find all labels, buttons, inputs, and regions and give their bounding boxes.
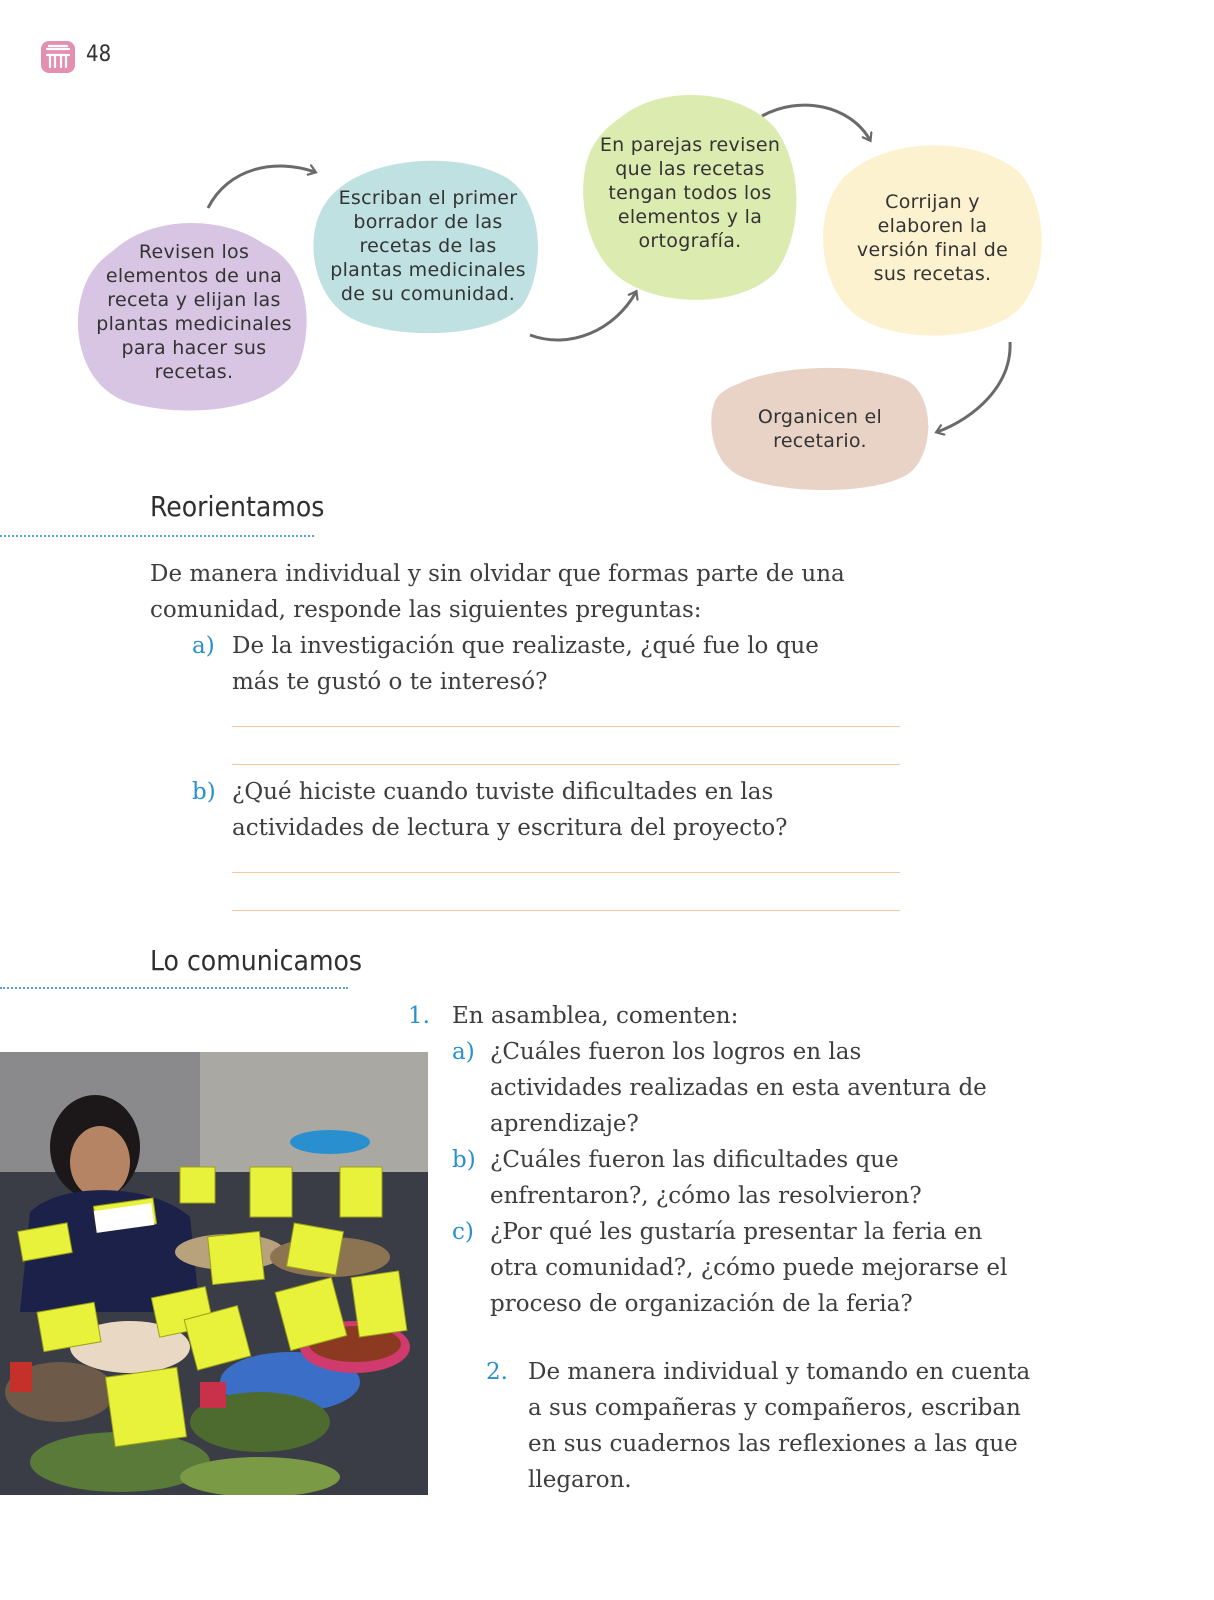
sub-marker: b) bbox=[452, 1147, 476, 1173]
item-1 bbox=[408, 998, 1048, 1034]
question-marker: b) bbox=[192, 779, 216, 805]
market-photo bbox=[0, 1052, 428, 1495]
section-title-lo-comunicamos: Lo comunicamos bbox=[150, 944, 363, 977]
item-text: De manera individual y tomando en cuenta a sus compañeras y compañeros, escriban en sus cuadernos las reflexiones a las que llegaron. bbox=[528, 1359, 1031, 1493]
step-1-text: Revisen los elementos de una receta y elijan las plantas medicinales para hacer sus recetas. bbox=[96, 241, 292, 383]
section-divider bbox=[0, 535, 314, 537]
question-a bbox=[192, 628, 892, 700]
answer-line[interactable] bbox=[232, 726, 900, 727]
item-marker: 2. bbox=[486, 1359, 508, 1385]
question-text: De la investigación que realizaste, ¿qué fue lo que más te gustó o te interesó? bbox=[232, 633, 819, 695]
item-1-sub-c bbox=[452, 1214, 1032, 1322]
step-2-text: Escriban el primer borrador de las recetas de las plantas medicinales de su comunidad. bbox=[330, 187, 526, 305]
reorientamos-intro: De manera individual y sin olvidar que formas parte de una comunidad, responde las siguientes preguntas: bbox=[150, 561, 845, 623]
answer-line[interactable] bbox=[232, 910, 900, 911]
item-marker: 1. bbox=[408, 1003, 430, 1029]
question-b bbox=[192, 774, 892, 846]
question-text: ¿Qué hiciste cuando tuviste dificultades en las actividades de lectura y escritura del proyecto? bbox=[232, 779, 788, 841]
item-2 bbox=[486, 1354, 1046, 1498]
sub-marker: a) bbox=[452, 1039, 475, 1065]
answer-line[interactable] bbox=[232, 764, 900, 765]
step-3-text: En parejas revisen que las recetas tengan todos los elementos y la ortografía. bbox=[599, 134, 781, 252]
sub-text: ¿Por qué les gustaría presentar la feria en otra comunidad?, ¿cómo puede mejorarse el proceso de organización de la feria? bbox=[490, 1219, 1008, 1317]
section-title-reorientamos: Reorientamos bbox=[150, 490, 325, 523]
item-1-sub-a bbox=[452, 1034, 1032, 1142]
step-5-text: Organicen el recetario. bbox=[757, 406, 883, 452]
step-4-text: Corrijan y elaboren la versión final de sus recetas. bbox=[856, 191, 1009, 285]
section-divider bbox=[0, 987, 348, 989]
page-number: 48 bbox=[86, 42, 112, 67]
answer-line[interactable] bbox=[232, 872, 900, 873]
item-text: En asamblea, comenten: bbox=[452, 1003, 739, 1029]
sub-text: ¿Cuáles fueron las dificultades que enfrentaron?, ¿cómo las resolvieron? bbox=[490, 1147, 922, 1209]
sub-text: ¿Cuáles fueron los logros en las actividades realizadas en esta aventura de aprendizaje? bbox=[490, 1039, 987, 1137]
sub-marker: c) bbox=[452, 1219, 474, 1245]
question-marker: a) bbox=[192, 633, 215, 659]
item-1-sub-b bbox=[452, 1142, 1032, 1214]
arrow-1-to-2 bbox=[208, 166, 315, 208]
arrow-4-to-5 bbox=[937, 342, 1010, 432]
